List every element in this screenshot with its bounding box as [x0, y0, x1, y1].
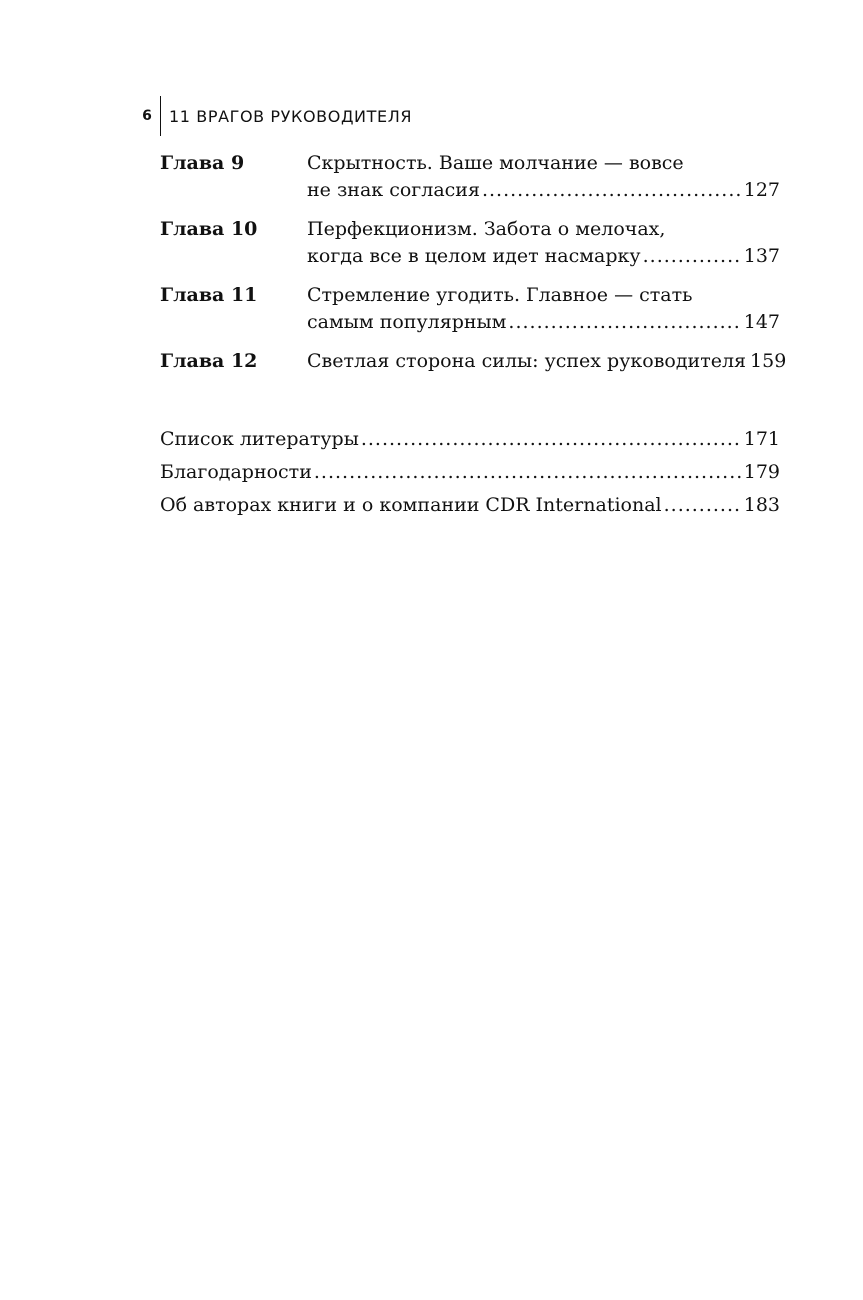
chapter-title-line: не знак согласия ..... 127 [307, 177, 780, 204]
entry-title: Благодарности [160, 461, 312, 483]
toc-entry-chapter-12[interactable] [160, 348, 787, 375]
book-title: 11 ВРАГОВ РУКОВОДИТЕЛЯ [169, 106, 413, 126]
chapter-title [307, 216, 780, 270]
chapter-title-line: Светлая сторона силы: успех руководителя 159 [307, 348, 780, 375]
chapter-label: Глава 11 [160, 284, 258, 306]
chapter-label: Глава 10 [160, 218, 258, 240]
toc-entry-chapter-10[interactable] [160, 216, 780, 270]
chapter-title-line: Стремление угодить. Главное — стать [307, 284, 693, 306]
toc-entry-chapter-9[interactable] [160, 150, 780, 204]
table-of-contents-chapters [160, 150, 787, 387]
page-reference: 171 [743, 428, 780, 450]
dot-leader [643, 243, 742, 270]
chapter-label: Глава 12 [160, 350, 258, 372]
chapter-title [307, 348, 787, 375]
page-reference: 137 [743, 245, 780, 267]
header-divider [160, 96, 161, 136]
toc-entry-about-authors[interactable] [160, 489, 780, 522]
entry-title: Список литературы [160, 428, 359, 450]
page-reference: 159 [750, 350, 787, 372]
page-reference: 183 [743, 494, 780, 516]
entry-title: Об авторах книги и о компании CDR International [160, 494, 662, 516]
dot-leader [664, 489, 742, 522]
table-of-contents-backmatter [160, 423, 780, 522]
chapter-title [307, 282, 780, 336]
toc-entry-chapter-11[interactable] [160, 282, 780, 336]
dot-leader [508, 309, 741, 336]
dot-leader [361, 423, 742, 456]
page-reference: 147 [743, 311, 780, 333]
chapter-title-line: когда все в целом идет насмарку ..... 137 [307, 243, 780, 270]
page-reference: 179 [743, 461, 780, 483]
toc-entry-bibliography[interactable] [160, 423, 780, 456]
page-reference: 127 [743, 179, 780, 201]
running-head [140, 96, 412, 136]
dot-leader [314, 456, 742, 489]
toc-entry-acknowledgements[interactable] [160, 456, 780, 489]
chapter-label: Глава 9 [160, 152, 245, 174]
chapter-title [307, 150, 780, 204]
chapter-title-line: Скрытность. Ваше молчание — вовсе [307, 152, 684, 174]
chapter-title-line: самым популярным ..... 147 [307, 309, 780, 336]
dot-leader [482, 177, 742, 204]
page-number: 6 [142, 108, 152, 124]
chapter-title-line: Перфекционизм. Забота о мелочах, [307, 218, 666, 240]
